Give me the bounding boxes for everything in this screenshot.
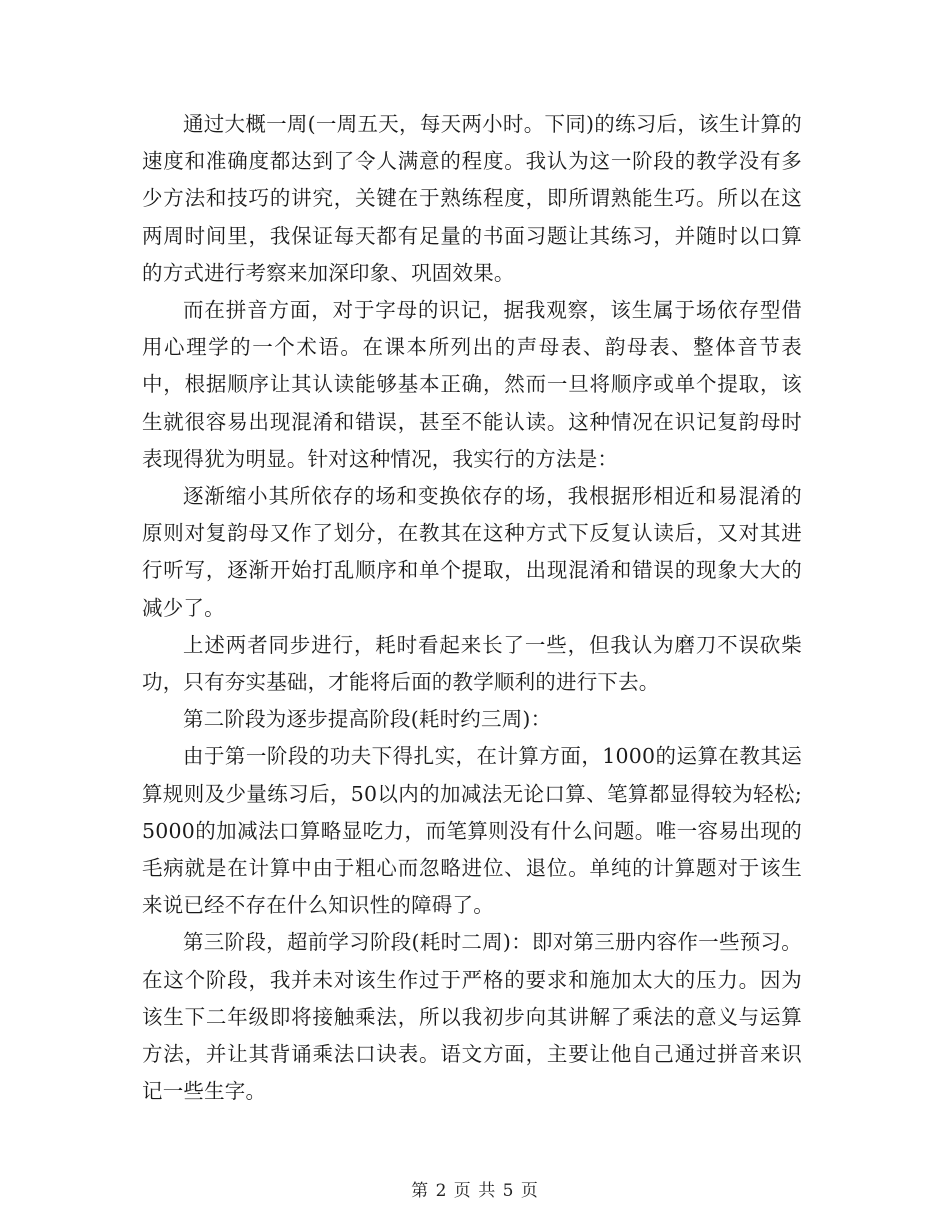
paragraph-3: 逐渐缩小其所依存的场和变换依存的场，我根据形相近和易混淆的原则对复韵母又作了划分，在教其在这种方式下反复认读后，又对其进行听写，逐渐开始打乱顺序和单个提取，出现混淆和错误的现象大大的减少了。 xyxy=(142,484,802,620)
document-body xyxy=(142,106,802,1110)
paragraph-7: 第三阶段，超前学习阶段(耗时二周)：即对第三册内容作一些预习。在这个阶段，我并未对该生作过于严格的要求和施加太大的压力。因为该生下二年级即将接触乘法，所以我初步向其讲解了乘法的意义与运算方法，并让其背诵乘法口诀表。语文方面，主要让他自己通过拼音来识记一些生字。 xyxy=(142,930,802,1104)
page-number-footer: 第 2 页 共 5 页 xyxy=(411,1181,539,1201)
paragraph-1: 通过大概一周(一周五天，每天两小时。下同)的练习后，该生计算的速度和准确度都达到了令人满意的程度。我认为这一阶段的教学没有多少方法和技巧的讲究，关键在于熟练程度，即所谓熟能生巧。所以在这两周时间里，我保证每天都有足量的书面习题让其练习，并随时以口算的方式进行考察来加深印象、巩固效果。 xyxy=(142,112,802,285)
paragraph-2: 而在拼音方面，对于字母的识记，据我观察，该生属于场依存型借用心理学的一个术语。在课本所列出的声母表、韵母表、整体音节表中，根据顺序让其认读能够基本正确，然而一旦将顺序或单个提取，该生就很容易出现混淆和错误，甚至不能认读。这种情况在识记复韵母时表现得犹为明显。针对这种情况，我实行的方法是： xyxy=(142,298,802,471)
paragraph-5: 第二阶段为逐步提高阶段(耗时约三周)： xyxy=(183,707,552,732)
paragraph-4: 上述两者同步进行，耗时看起来长了一些，但我认为磨刀不误砍柴功，只有夯实基础，才能将后面的教学顺利的进行下去。 xyxy=(142,632,802,695)
paragraph-6: 由于第一阶段的功夫下得扎实，在计算方面，1000的运算在教其运算规则及少量练习后，50以内的加减法无论口算、笔算都显得较为轻松;5000的加减法口算略显吃力，而笔算则没有什么问题。唯一容易出现的毛病就是在计算中由于粗心而忽略进位、退位。单纯的计算题对于该生来说已经不存在什么知识性的障碍了。 xyxy=(142,744,802,918)
